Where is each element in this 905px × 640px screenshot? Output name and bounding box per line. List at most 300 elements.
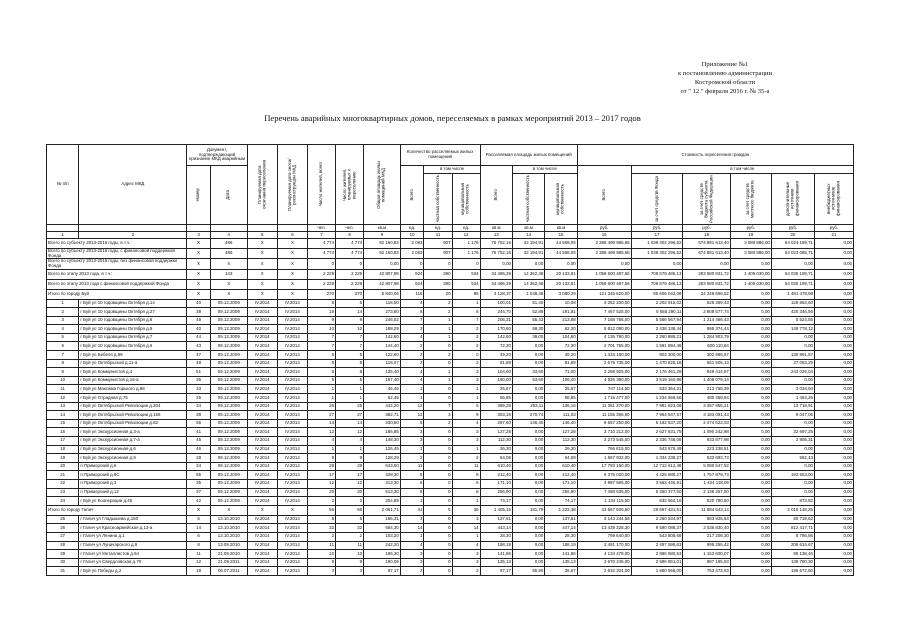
table-cell: 4 [308, 437, 336, 446]
table-cell: 171,10 [545, 479, 577, 488]
table-cell: 1 757 878,73 [683, 471, 730, 480]
summary-cell: 0,00 [683, 259, 730, 269]
table-cell: 136,16 [545, 402, 577, 411]
table-cell: 389,28 [480, 402, 512, 411]
table-cell: 09.12.2009 [210, 419, 247, 428]
table-cell: 0,00 [771, 462, 814, 471]
table-cell: 7 [400, 316, 424, 325]
table-cell: IV.2014 [277, 437, 307, 446]
summary-row [47, 249, 854, 259]
table-cell: 149 778,12 [771, 325, 814, 334]
header-area-private: частная собственность [512, 174, 544, 225]
table-cell: 2 808 577,74 [683, 308, 730, 317]
table-cell: 2 360 886,21 [631, 333, 683, 342]
table-cell: 7 168 766,00 [577, 316, 631, 325]
table-cell: 4 [452, 419, 480, 428]
table-cell: 2 [400, 567, 424, 576]
summary-cell: 0 [400, 259, 424, 269]
table-cell: 33,60 [512, 368, 544, 377]
table-cell: IV.2014 [247, 308, 277, 317]
summary-label: Всего по этапу 2013 года, в т.ч.: [47, 269, 187, 279]
table-cell: 0,00 [814, 515, 853, 524]
table-cell: 600 110,84 [683, 342, 730, 351]
table-cell: 127,28 [545, 428, 577, 437]
summary-cell: 0,00 [814, 249, 853, 259]
table-cell: 4 [400, 368, 424, 377]
summary-cell: X [277, 249, 307, 259]
table-row [47, 454, 854, 463]
table-cell: 1 [336, 394, 364, 403]
table-cell: 188,19 [480, 541, 512, 550]
table-cell: IV.2014 [277, 515, 307, 524]
table-cell: 3 [400, 428, 424, 437]
table-cell: 137,61 [545, 515, 577, 524]
table-cell: 09.12.2009 [210, 368, 247, 377]
address-cell: п Приморский д.6 [79, 462, 187, 471]
table-cell: 09.12.2009 [210, 411, 247, 420]
table-cell: 0 [424, 342, 452, 351]
appendix-line: к постановлению администрации [677, 70, 773, 77]
table-cell: 3 670 245,00 [577, 558, 631, 567]
summary-cell: X [210, 505, 247, 515]
table-cell: 13 439 328,30 [577, 524, 631, 533]
table-cell: 26,30 [480, 445, 512, 454]
table-cell: 5 566 567,94 [631, 316, 683, 325]
table-cell: 7 [424, 402, 452, 411]
summary-cell: 674 881 613,40 [683, 239, 730, 249]
table-cell: 43 [187, 342, 211, 351]
table-cell: 9 [336, 454, 364, 463]
table-cell: 2 [308, 497, 336, 506]
table-cell: 8 [400, 488, 424, 497]
table-cell: 0 [424, 567, 452, 576]
table-cell: 1 [400, 532, 424, 541]
summary-cell: 181,79 [512, 505, 544, 515]
table-cell: 09.12.2009 [210, 351, 247, 360]
table-cell: 0,00 [771, 333, 814, 342]
address-cell: г Галич ул Металлистов д.64 [79, 550, 187, 559]
table-cell: 1 [400, 445, 424, 454]
column-number-cell: 1 [47, 232, 79, 239]
unit-cell: кв.м [545, 225, 577, 232]
summary-cell: 85 606 042,09 [631, 289, 683, 299]
table-cell: 10,08 [545, 299, 577, 308]
table-cell: 1 [336, 445, 364, 454]
table-cell: 5 524,55 [771, 316, 814, 325]
summary-cell: X [277, 505, 307, 515]
address-cell: п Приморский д.8С [79, 471, 187, 480]
column-number-cell: 13 [480, 232, 512, 239]
address-cell: г Буй ул Октябрьской Революции д.82 [79, 419, 187, 428]
summary-cell: 924 [400, 279, 424, 289]
table-cell: 71,00 [545, 368, 577, 377]
table-cell: 32 [336, 524, 364, 533]
header-area-municipal: муниципальная собственность [545, 174, 577, 225]
table-cell: 2 [452, 342, 480, 351]
table-cell: 753 473,63 [683, 567, 730, 576]
unit-cell: руб. [771, 225, 814, 232]
summary-cell: X [210, 279, 247, 289]
summary-cell: 92 160,83 [364, 239, 401, 249]
table-cell: 769 640,00 [577, 532, 631, 541]
table-cell: 0,00 [730, 471, 771, 480]
table-cell: IV.2014 [277, 524, 307, 533]
table-cell: 1 [400, 394, 424, 403]
table-cell: 4 134 478,00 [577, 550, 631, 559]
table-cell: 213,88 [545, 316, 577, 325]
table-cell: 1 715 477,00 [577, 394, 631, 403]
table-cell: 1 470 825,18 [631, 359, 683, 368]
table-cell: 1 [452, 445, 480, 454]
summary-cell: 0 [308, 259, 336, 269]
table-cell: 543 576,49 [631, 445, 683, 454]
table-cell: 9 [452, 411, 480, 420]
summary-cell: X [187, 259, 211, 269]
address-cell: г Буй ул Коммунистов д.16-а [79, 376, 187, 385]
table-cell: 7 [336, 342, 364, 351]
table-cell: 0,00 [814, 471, 853, 480]
summary-row [47, 289, 854, 299]
table-cell: 5 080 547,52 [683, 462, 730, 471]
table-cell: 0 [424, 359, 452, 368]
table-cell: 2 575 735,00 [577, 359, 631, 368]
unit-cell: кв.м [364, 225, 401, 232]
summary-cell: X [187, 269, 211, 279]
address-cell: г Буй ул Экскурсионная д.6 [79, 445, 187, 454]
table-cell: 3 [336, 567, 364, 576]
table-cell: 26,30 [545, 445, 577, 454]
summary-cell: 1 058 600 487,56 [577, 279, 631, 289]
table-cell: 3 [452, 437, 480, 446]
summary-cell: 4 774 [336, 249, 364, 259]
summary-cell: 5 [424, 505, 452, 515]
table-cell: IV.2014 [277, 368, 307, 377]
table-row [47, 541, 854, 550]
table-cell: 0 [424, 541, 452, 550]
summary-label: Всего по субъекту 2013-2016 годы, без финансовой поддержки Фонда [47, 259, 187, 269]
table-cell: 09.12.2009 [210, 299, 247, 308]
table-cell: 0 [424, 385, 452, 394]
table-cell: 0 [424, 479, 452, 488]
table-cell: 27 [336, 411, 364, 420]
header-cost-fund: за счет средств Фонда [631, 174, 683, 225]
table-cell: 3 [400, 515, 424, 524]
table-cell: 0,00 [814, 376, 853, 385]
table-cell: 97,17 [364, 567, 401, 576]
header-cost-total: Всего [577, 166, 631, 225]
table-cell: IV.2014 [247, 368, 277, 377]
table-row [47, 428, 854, 437]
summary-cell: 56 [336, 505, 364, 515]
table-cell: 0,00 [771, 376, 814, 385]
table-cell: 8 [452, 471, 480, 480]
table-cell: 135,13 [545, 558, 577, 567]
table-cell: IV.2014 [277, 428, 307, 437]
table-cell: 1 134 115,50 [577, 497, 631, 506]
summary-cell: 2 083 [400, 249, 424, 259]
summary-cell: X [247, 289, 277, 299]
table-cell: 766 815,00 [577, 445, 631, 454]
summary-cell: 534 [452, 269, 480, 279]
table-cell: 11 [336, 541, 364, 550]
summary-cell: 390 [424, 279, 452, 289]
table-cell: 7 [47, 351, 79, 360]
table-cell: 09.12.2009 [210, 385, 247, 394]
table-cell: 190,09 [364, 558, 401, 567]
table-cell: 09.12.2009 [210, 376, 247, 385]
table-cell: 4 425 588,27 [631, 471, 683, 480]
table-cell: 1 [47, 299, 79, 308]
summary-cell: X [187, 249, 211, 259]
table-cell: 13.10.2010 [210, 524, 247, 533]
summary-cell: X [187, 279, 211, 289]
table-cell: 1 [400, 497, 424, 506]
table-cell: 8 047,05 [771, 411, 814, 420]
table-cell: 6 [452, 308, 480, 317]
table-cell: 243 026,04 [771, 368, 814, 377]
table-cell: 39 [187, 308, 211, 317]
table-cell: 3 [452, 558, 480, 567]
table-cell: 447,14 [545, 524, 577, 533]
column-number-cell: 10 [400, 232, 424, 239]
table-cell: 3 [452, 428, 480, 437]
summary-cell: 0,00 [814, 259, 853, 269]
table-cell: IV.2014 [277, 376, 307, 385]
table-cell: 14 [336, 419, 364, 428]
address-cell: г Буй ул Экскурсионная д.9 [79, 454, 187, 463]
table-cell: 160,00 [480, 376, 512, 385]
table-cell: 0,00 [512, 541, 544, 550]
column-number-cell: 21 [814, 232, 853, 239]
table-cell: 5 [308, 515, 336, 524]
table-cell: 20 [336, 488, 364, 497]
table-cell: IV.2014 [277, 419, 307, 428]
unit-cell [79, 225, 187, 232]
table-cell: 09.12.2009 [210, 316, 247, 325]
summary-cell: 29 687 431,51 [631, 505, 683, 515]
summary-cell: 0,00 [730, 289, 771, 299]
table-cell: 10 [336, 325, 364, 334]
table-cell: 223 238,51 [683, 445, 730, 454]
table-cell: 188,19 [545, 541, 577, 550]
table-cell: 148,30 [364, 437, 401, 446]
table-cell: 128 863,60 [771, 299, 814, 308]
table-cell: 0 [424, 550, 452, 559]
table-cell: 1 424 118,09 [683, 479, 730, 488]
table-cell: IV.2014 [247, 479, 277, 488]
table-cell: 0 [424, 445, 452, 454]
table-cell: 38,00 [512, 333, 544, 342]
table-cell: 104,60 [480, 368, 512, 377]
table-cell: 5 555 290,11 [631, 308, 683, 317]
column-number-cell: 15 [545, 232, 577, 239]
table-cell: 206,31 [480, 316, 512, 325]
table-cell: 0,00 [771, 342, 814, 351]
table-cell: 0,00 [771, 445, 814, 454]
table-cell: 2 [424, 351, 452, 360]
table-row [47, 567, 854, 576]
summary-label: Всего по этапу 2013 года с финансовой поддержкой Фонда [47, 279, 187, 289]
table-cell: IV.2014 [277, 342, 307, 351]
unit-cell: ед. [400, 225, 424, 232]
table-cell: 25,67 [480, 385, 512, 394]
table-cell: IV.2014 [277, 359, 307, 368]
table-cell: 0,00 [512, 385, 544, 394]
table-cell: 0,00 [512, 342, 544, 351]
table-cell: 81,89 [480, 359, 512, 368]
table-cell: 72,30 [545, 342, 577, 351]
table-cell: 0,00 [512, 488, 544, 497]
unit-cell: ед. [452, 225, 480, 232]
units-row [47, 225, 854, 232]
table-cell: 3 519 160,86 [631, 376, 683, 385]
summary-label: Итого по городу Галич [47, 505, 187, 515]
table-cell: IV.2014 [247, 445, 277, 454]
table-cell: 28,30 [545, 532, 577, 541]
table-cell: 2 [47, 308, 79, 317]
table-row [47, 316, 854, 325]
table-cell: 0,00 [814, 454, 853, 463]
address-cell: г Буй ул Победы д.2 [79, 567, 187, 576]
table-cell: 27 [308, 411, 336, 420]
table-cell: 1 434 180,00 [577, 351, 631, 360]
table-cell: 11 351 370,00 [577, 402, 631, 411]
address-cell: г Буй ул Октябрьской Революции д.204 [79, 402, 187, 411]
summary-cell: 0,00 [577, 259, 631, 269]
table-cell: 58,30 [512, 325, 544, 334]
summary-cell: 2 083 [400, 239, 424, 249]
table-cell: 0,00 [512, 532, 544, 541]
table-cell: 62,45 [364, 394, 401, 403]
summary-cell: 121 345 620,00 [577, 289, 631, 299]
table-cell: 56,85 [480, 394, 512, 403]
summary-cell: 0,00 [545, 259, 577, 269]
table-cell: 204,89 [364, 497, 401, 506]
table-cell: 0,00 [814, 402, 853, 411]
summary-cell: 34 496,29 [480, 279, 512, 289]
table-cell: 25 [336, 402, 364, 411]
table-cell: 0,00 [814, 316, 853, 325]
table-cell: 0 [424, 394, 452, 403]
table-cell: IV.2014 [277, 532, 307, 541]
summary-cell: 1 405 030,00 [730, 279, 771, 289]
table-cell: 2 [400, 351, 424, 360]
table-cell: 0,00 [512, 454, 544, 463]
summary-cell: 0 [424, 259, 452, 269]
table-cell: 144,40 [364, 342, 401, 351]
table-cell: 27 053,29 [771, 359, 814, 368]
table-cell: 525 359,43 [683, 299, 730, 308]
table-cell: 242,20 [364, 541, 401, 550]
column-number-cell: 7 [308, 232, 336, 239]
table-cell: 116,07 [364, 359, 401, 368]
table-cell: 72,30 [480, 342, 512, 351]
table-cell: 2 [400, 454, 424, 463]
table-cell: 20 [47, 462, 79, 471]
table-cell: 0,00 [512, 515, 544, 524]
table-cell: 19 [308, 308, 336, 317]
table-cell: 0,00 [814, 299, 853, 308]
table-cell: 520 780,50 [683, 497, 730, 506]
table-cell: 2 [424, 299, 452, 308]
table-cell: 0,00 [814, 497, 853, 506]
table-cell: 6 [400, 419, 424, 428]
table-row [47, 488, 854, 497]
table-cell: 5 [47, 333, 79, 342]
table-cell: 45 [187, 437, 211, 446]
table-cell: 09.12.2009 [210, 342, 247, 351]
summary-cell: 0 [336, 259, 364, 269]
summary-cell: 1 048,48 [512, 289, 544, 299]
table-cell: 0,00 [730, 567, 771, 576]
table-cell: 3 [308, 567, 336, 576]
summary-cell: 0,00 [480, 259, 512, 269]
table-cell: 4 [400, 376, 424, 385]
summary-label: Всего по субъекту 2013-2016 годы, в т.ч.: [47, 239, 187, 249]
summary-row [47, 279, 854, 289]
table-cell: 09.12.2009 [210, 462, 247, 471]
table-cell: IV.2014 [247, 471, 277, 480]
table-cell: 62,30 [545, 325, 577, 334]
table-cell: 0,00 [730, 532, 771, 541]
table-cell: 0,00 [512, 394, 544, 403]
summary-cell: 390 [424, 269, 452, 279]
summary-cell: 674 881 613,40 [683, 249, 730, 259]
table-cell: 0,00 [814, 325, 853, 334]
table-cell: 28 [187, 454, 211, 463]
table-cell: 2 905,31 [771, 437, 814, 446]
table-cell: 135,40 [364, 368, 401, 377]
table-cell: 8 [308, 359, 336, 368]
table-cell: 16 [47, 428, 79, 437]
summary-cell: 2 388 499 985,68 [577, 249, 631, 259]
table-cell: IV.2014 [247, 419, 277, 428]
table-cell: 5 [336, 351, 364, 360]
table-cell: 15 [47, 419, 79, 428]
table-cell: 0,00 [730, 299, 771, 308]
table-cell: 3 [452, 376, 480, 385]
table-cell: 2 [336, 532, 364, 541]
column-number-cell: 17 [631, 232, 683, 239]
summary-cell: X [210, 289, 247, 299]
summary-cell: 20 [424, 289, 452, 299]
summary-cell: 0,00 [730, 505, 771, 515]
table-cell: 0 [424, 497, 452, 506]
table-cell: 3 [400, 325, 424, 334]
column-number-cell: 12 [452, 232, 480, 239]
table-row [47, 368, 854, 377]
table-cell: 0,00 [730, 351, 771, 360]
table-cell: 4 [400, 333, 424, 342]
table-cell: 41 [187, 428, 211, 437]
summary-cell: 0,00 [814, 239, 853, 249]
summary-cell: 42 807,98 [364, 269, 401, 279]
summary-cell: 924 [400, 269, 424, 279]
address-cell: г Буй ул 10 годовщины Октября д.6 [79, 342, 187, 351]
table-cell: 4 987 565,00 [577, 479, 631, 488]
table-cell: IV.2014 [247, 359, 277, 368]
table-cell: 191,81 [545, 308, 577, 317]
table-cell: 2 497 599,63 [631, 541, 683, 550]
table-cell: IV.2014 [247, 567, 277, 576]
table-cell: 0,00 [730, 462, 771, 471]
table-cell: 47 [187, 351, 211, 360]
summary-cell: 283 580 831,72 [683, 269, 730, 279]
table-cell: 443,14 [480, 524, 512, 533]
table-cell: 3 268 925,00 [577, 368, 631, 377]
address-cell: г Буй ул 10 годовщины Октября д.27 [79, 308, 187, 317]
summary-label: Всего по субъекту 2013-2016 годы, с финансовой поддержкой Фонда [47, 249, 187, 259]
